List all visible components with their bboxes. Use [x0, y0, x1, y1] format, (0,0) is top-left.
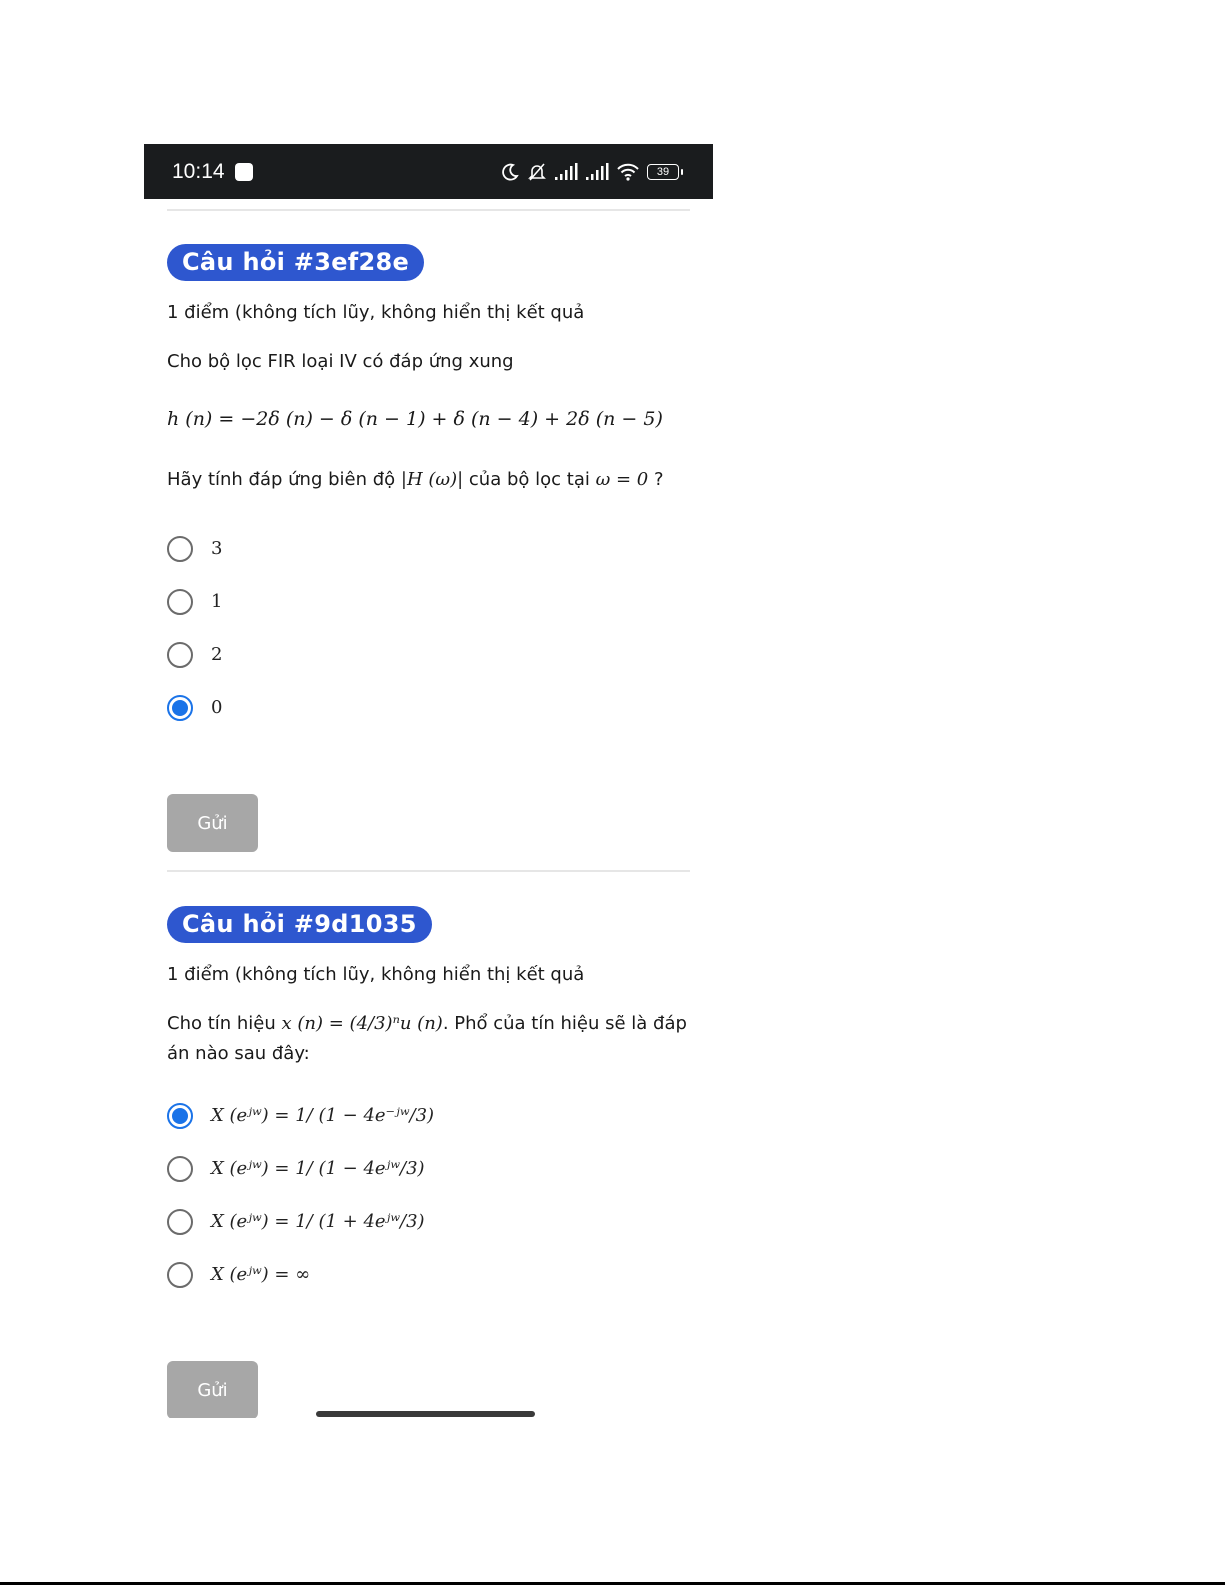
submit-button[interactable]: Gửi: [167, 1361, 258, 1418]
option-label: 1: [211, 591, 223, 612]
answer-option[interactable]: [167, 1195, 707, 1248]
points-text: 1 điểm (không tích lũy, không hiển thị kết quả: [167, 964, 585, 985]
radio-button-selected[interactable]: [167, 695, 193, 721]
option-label: 3: [211, 538, 223, 559]
radio-button[interactable]: [167, 1209, 193, 1235]
option-label: X (eʲʷ) = 1/ (1 + 4eʲʷ/3): [211, 1211, 425, 1232]
ask-text: Hãy tính đáp ứng biên độ: [167, 469, 401, 490]
divider: [167, 209, 690, 211]
points-text: 1 điểm (không tích lũy, không hiển thị kết quả: [167, 302, 585, 323]
radio-button[interactable]: [167, 589, 193, 615]
ask-text: của bộ lọc tại: [463, 469, 596, 490]
divider: [167, 870, 690, 872]
option-label: X (eʲʷ) = 1/ (1 − 4eʲʷ/3): [211, 1158, 425, 1179]
radio-button-selected[interactable]: [167, 1103, 193, 1129]
ask-math: ω = 0: [595, 469, 649, 490]
question-card: [167, 906, 707, 1418]
option-label: 0: [211, 697, 223, 718]
signal-icon: [585, 163, 609, 181]
radio-button[interactable]: [167, 1156, 193, 1182]
question-prompt: [167, 1009, 687, 1069]
option-label: X (eʲʷ) = 1/ (1 − 4e⁻ʲʷ/3): [211, 1105, 435, 1126]
submit-button[interactable]: Gửi: [167, 794, 258, 852]
answer-option[interactable]: [167, 1089, 707, 1142]
question-card: [167, 244, 707, 852]
answer-options: [167, 1089, 707, 1301]
question-prompt: Cho bộ lọc FIR loại IV có đáp ứng xung: [167, 351, 514, 372]
ask-math: |H (ω)|: [400, 469, 464, 490]
wifi-icon: [616, 163, 640, 181]
moon-icon: [500, 162, 520, 182]
option-label: 2: [211, 644, 223, 665]
question-ask: [167, 465, 707, 495]
question-badge: Câu hỏi #9d1035: [167, 906, 432, 943]
answer-option[interactable]: [167, 681, 707, 734]
prompt-math: x (n) = (4/3)ⁿu (n): [281, 1013, 443, 1034]
notification-icon: [235, 163, 253, 181]
signal-icon: [554, 163, 578, 181]
radio-button[interactable]: [167, 1262, 193, 1288]
radio-button[interactable]: [167, 642, 193, 668]
impulse-response-formula: h (n) = −2δ (n) − δ (n − 1) + δ (n − 4) + 2δ (n − 5): [167, 408, 663, 430]
status-left: [172, 160, 253, 184]
answer-option[interactable]: [167, 1248, 707, 1301]
answer-option[interactable]: [167, 1142, 707, 1195]
answer-option[interactable]: [167, 522, 707, 575]
status-time: 10:14: [172, 159, 225, 183]
question-badge: Câu hỏi #3ef28e: [167, 244, 424, 281]
battery-icon: 39: [647, 164, 679, 180]
bell-off-icon: [527, 162, 547, 182]
answer-option[interactable]: [167, 575, 707, 628]
ask-text: ?: [648, 469, 664, 490]
answer-options: [167, 522, 707, 734]
answer-option[interactable]: [167, 628, 707, 681]
option-label: X (eʲʷ) = ∞: [211, 1264, 311, 1285]
prompt-text: Cho tín hiệu: [167, 1013, 282, 1034]
home-indicator[interactable]: [316, 1411, 535, 1417]
prompt-text: . Phổ của tín hiệu sẽ là đáp án nào sau đây:: [167, 1013, 687, 1064]
status-bar: [144, 144, 713, 199]
phone-screen: [144, 144, 713, 1418]
status-right: [500, 162, 679, 182]
radio-button[interactable]: [167, 536, 193, 562]
